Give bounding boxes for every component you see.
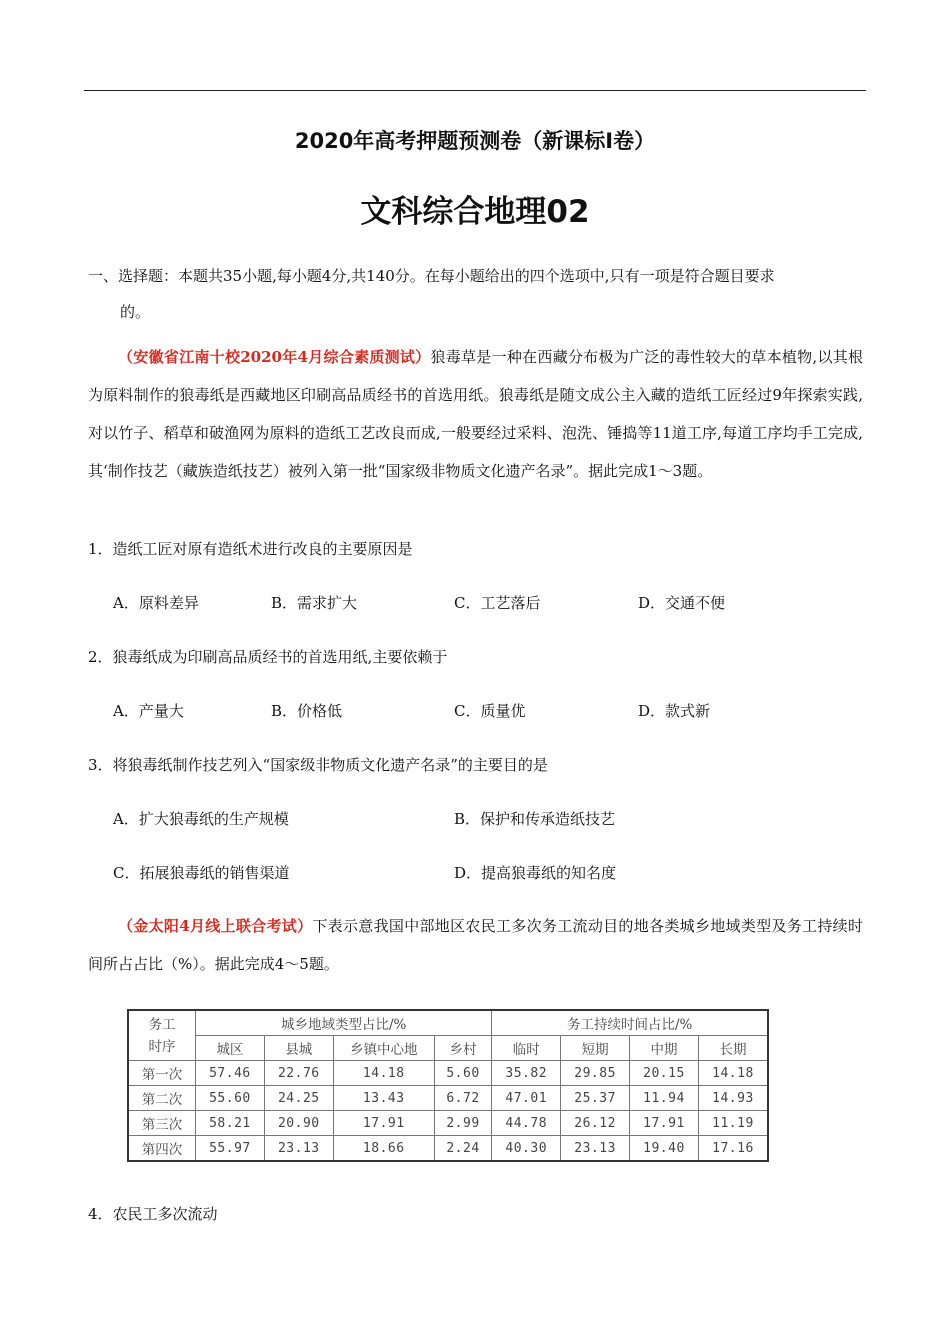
q2-option-a[interactable]: A．产量大 [113,702,184,720]
table-cell: 11.94 [630,1086,699,1111]
q3-option-a[interactable]: A．扩大狼毒纸的生产规模 [113,810,289,828]
table-col-header: 乡镇中心地 [333,1036,434,1061]
table-cell: 47.01 [492,1086,561,1111]
table-cell: 5.60 [434,1061,492,1086]
q2-option-c[interactable]: C．质量优 [454,702,526,720]
table-cell: 55.60 [196,1086,265,1111]
table-cell: 17.91 [630,1111,699,1136]
table-cell: 24.25 [264,1086,333,1111]
table-col-header: 长期 [698,1036,768,1061]
table-cell: 26.12 [561,1111,630,1136]
table-row-label: 第一次 [128,1061,196,1086]
table-cell: 17.91 [333,1111,434,1136]
exam-title: 文科综合地理02 [360,194,590,230]
table-corner-line2: 时序 [148,1038,176,1055]
passage-2-text: 下表示意我国中部地区农民工多次务工流动目的地各类城乡地域类型及务工持续时间所占占比（%）。据此完成4～5题。 [88,917,863,973]
passage-2 [88,907,863,983]
section-instruction-line2: 的。 [120,303,151,321]
question-3-stem: 3．将狼毒纸制作技艺列入“国家级非物质文化遗产名录”的主要目的是 [88,756,548,774]
q1-option-d[interactable]: D．交通不便 [638,594,726,612]
table-corner-line1: 务工 [148,1016,176,1033]
passage-1-text: 狼毒草是一种在西藏分布极为广泛的毒性较大的草本植物,以其根为原料制作的狼毒纸是西藏地区印刷高品质经书的首选用纸。狼毒纸是随文成公主入藏的造纸工匠经过9年探索实践,对以竹子、稻草和破渔网为原料的造纸工艺改良而成,一般要经过采料、泡洗、锤捣等11道工序,每道工序均手工完成,其‘制作技艺（藏族造纸技艺）被列入第一批“国家级非物质文化遗产名录”。据此完成1～3题。 [88,348,864,480]
q3-option-d[interactable]: D．提高狼毒纸的知名度 [454,864,617,882]
table-cell: 35.82 [492,1061,561,1086]
header-rule [84,90,866,91]
q1-option-a[interactable]: A．原料差异 [113,594,199,612]
q1-option-b[interactable]: B．需求扩大 [271,594,358,612]
table-row [128,1061,768,1086]
passage-2-source: （金太阳4月线上联合考试） [118,917,313,935]
table-cell: 19.40 [630,1136,699,1162]
table-row-label: 第二次 [128,1086,196,1111]
table-group-header-duration: 务工持续时间占比/% [492,1010,768,1036]
table-header-row [128,1010,768,1036]
question-4-stem: 4．农民工多次流动 [88,1205,218,1223]
table-cell: 29.85 [561,1061,630,1086]
table-row [128,1086,768,1111]
table-col-header: 中期 [630,1036,699,1061]
table-cell: 44.78 [492,1111,561,1136]
q2-option-d[interactable]: D．款式新 [638,702,711,720]
q1-option-c[interactable]: C．工艺落后 [454,594,541,612]
table-cell: 55.97 [196,1136,265,1162]
table-row-label: 第四次 [128,1136,196,1162]
table-row-label: 第三次 [128,1111,196,1136]
table-subheader-row [128,1036,768,1061]
q3-option-c[interactable]: C．拓展狼毒纸的销售渠道 [113,864,290,882]
table-cell: 20.15 [630,1061,699,1086]
table-cell: 23.13 [264,1136,333,1162]
table-cell: 2.99 [434,1111,492,1136]
table-cell: 23.13 [561,1136,630,1162]
table-row [128,1111,768,1136]
exam-subtitle: 2020年高考押题预测卷（新课标Ⅰ卷） [294,129,656,153]
table-cell: 14.93 [698,1086,768,1111]
table-group-header-region: 城乡地域类型占比/% [196,1010,492,1036]
table-cell: 20.90 [264,1111,333,1136]
section-instruction-line1: 一、选择题：本题共35小题,每小题4分,共140分。在每小题给出的四个选项中,只有一项是符合题目要求 [88,267,775,285]
q2-option-b[interactable]: B．价格低 [271,702,343,720]
table-cell: 25.37 [561,1086,630,1111]
table-cell: 57.46 [196,1061,265,1086]
table-cell: 58.21 [196,1111,265,1136]
table-col-header: 临时 [492,1036,561,1061]
table-cell: 17.16 [698,1136,768,1162]
table-cell: 22.76 [264,1061,333,1086]
table-cell: 2.24 [434,1136,492,1162]
passage-1-source: （安徽省江南十校2020年4月综合素质测试） [118,348,431,366]
table-cell: 18.66 [333,1136,434,1162]
section-instruction [88,258,868,330]
table-cell: 40.30 [492,1136,561,1162]
migration-data-table [127,1009,769,1162]
question-1-stem: 1．造纸工匠对原有造纸术进行改良的主要原因是 [88,540,413,558]
q3-option-b[interactable]: B．保护和传承造纸技艺 [454,810,616,828]
table-cell: 14.18 [333,1061,434,1086]
table-cell: 14.18 [698,1061,768,1086]
table-col-header: 城区 [196,1036,265,1061]
question-2-stem: 2．狼毒纸成为印刷高品质经书的首选用纸,主要依赖于 [88,648,448,666]
table-col-header: 县城 [264,1036,333,1061]
table-cell: 13.43 [333,1086,434,1111]
passage-1 [88,338,863,490]
table-cell: 6.72 [434,1086,492,1111]
table-corner-header [128,1010,196,1061]
table-col-header: 短期 [561,1036,630,1061]
table-col-header: 乡村 [434,1036,492,1061]
table-row [128,1136,768,1162]
table-cell: 11.19 [698,1111,768,1136]
